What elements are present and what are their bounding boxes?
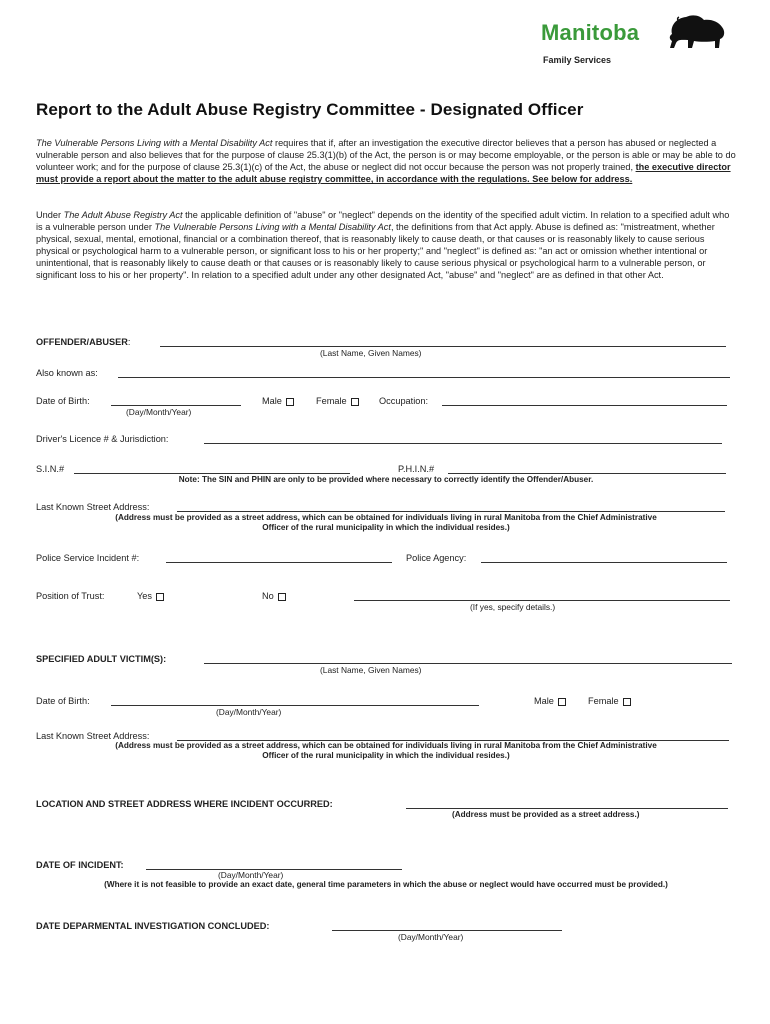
investigation-date-hint: (Day/Month/Year)	[398, 932, 464, 942]
offender-address-note-2: Officer of the rural municipality in which the individual resides.)	[262, 523, 510, 532]
location-field[interactable]	[406, 808, 728, 809]
offender-dob-field[interactable]	[111, 405, 241, 406]
position-details-field[interactable]	[354, 600, 730, 601]
bison-icon	[666, 12, 728, 52]
victim-dob-field[interactable]	[111, 705, 479, 706]
offender-male-checkbox[interactable]	[286, 398, 294, 406]
location-hint: (Address must be provided as a street address.)	[452, 810, 640, 819]
offender-phin-label: P.H.I.N.#	[398, 464, 435, 474]
offender-name-hint: (Last Name, Given Names)	[320, 348, 422, 358]
victim-address-note-1: (Address must be provided as a street address, which can be obtained for individuals living in rural Manitoba from the Chief Administrative	[115, 741, 657, 750]
incident-date-hint: (Day/Month/Year)	[218, 870, 284, 880]
victim-female-option[interactable]	[588, 696, 631, 706]
position-yes-checkbox[interactable]	[156, 593, 164, 601]
victim-dob-label: Date of Birth:	[36, 696, 90, 706]
investigation-label: DATE DEPARMENTAL INVESTIGATION CONCLUDED:	[36, 921, 270, 931]
offender-female-label: Female	[316, 396, 347, 406]
definition-act-name: The Adult Abuse Registry Act	[63, 210, 183, 220]
location-label: LOCATION AND STREET ADDRESS WHERE INCIDENT OCCURRED:	[36, 799, 333, 809]
definition-text-2: , the definitions from that Act apply. Abuse is defined as: "mistreatment, whether physical, sexual, mental, emotional, financial or a combination thereof, that is reasonably likely to cause death, or that causes or is reasonably likely to cause serious physical or psychological harm to a vulnerable person, or significant loss to his or her property;" and "neglect" is defined as: "an act or omission whether intentional or unintentional, that is reasonably likely to cause death or that causes or is reasonably likely to cause serious physical or psychological harm to a vulnerable person, or significant loss to his or her property". In relation to a specified adult under any other designated Act, "abuse" and "neglect" are as defined in that other Act.	[36, 222, 715, 281]
offender-female-option[interactable]	[316, 396, 359, 406]
definition-prefix: Under	[36, 210, 64, 220]
position-no-label: No	[262, 591, 274, 601]
intro-act-name: The Vulnerable Persons Living with a Mental Disability Act	[36, 138, 273, 148]
offender-label-group	[36, 337, 130, 347]
definition-text-1: the applicable definition of "abuse" or "neglect" depends on the identity of the specified adult victim. In relation to a specified adult who is a vulnerable person under	[36, 210, 730, 233]
incident-date-note: (Where it is not feasible to provide an exact date, general time parameters in which the abuse or neglect would have occurred must be provided.)	[104, 880, 668, 889]
offender-aka-field[interactable]	[118, 377, 730, 378]
position-yes-option[interactable]	[137, 591, 164, 601]
victim-label: SPECIFIED ADULT VICTIM(S):	[36, 654, 167, 664]
offender-label: OFFENDER/ABUSER	[36, 337, 128, 347]
victim-address-note-2: Officer of the rural municipality in which the individual resides.)	[262, 751, 510, 760]
incident-date-label: DATE OF INCIDENT:	[36, 860, 124, 870]
offender-address-label: Last Known Street Address:	[36, 502, 150, 512]
investigation-date-field[interactable]	[332, 930, 562, 931]
position-no-option[interactable]	[262, 591, 286, 601]
offender-aka-label: Also known as:	[36, 368, 98, 378]
offender-sin-label: S.I.N.#	[36, 464, 65, 474]
victim-male-checkbox[interactable]	[558, 698, 566, 706]
offender-dob-hint: (Day/Month/Year)	[126, 407, 192, 417]
intro-text: requires that if, after an investigation the executive director believes that a person has abused or neglected a vulnerable person and also believes that for the purpose of clause 25.3(1)(b) of the Act, the person is or may become employable, or the person is able or may be able to do volunteer work; and for the purpose of clause 25.3(1)(c) of the Act, the abuse or neglect did not occur because the person was not properly trained,	[36, 138, 736, 173]
page-title: Report to the Adult Abuse Registry Committee - Designated Officer	[36, 100, 584, 119]
victim-name-field[interactable]	[204, 663, 732, 664]
offender-name-field[interactable]	[160, 346, 726, 347]
offender-male-label: Male	[262, 396, 282, 406]
offender-sin-note: Note: The SIN and PHIN are only to be provided where necessary to correctly identify the Offender/Abuser.	[178, 475, 594, 484]
victim-dob-hint: (Day/Month/Year)	[216, 707, 282, 717]
victim-male-option[interactable]	[534, 696, 566, 706]
intro-paragraph	[36, 137, 736, 185]
offender-address-field[interactable]	[177, 511, 725, 512]
definition-paragraph	[36, 209, 736, 282]
position-yes-label: Yes	[137, 591, 152, 601]
definition-act-name-2: The Vulnerable Persons Living with a Mental Disability Act	[154, 222, 391, 233]
offender-licence-field[interactable]	[204, 443, 722, 444]
position-no-checkbox[interactable]	[278, 593, 286, 601]
offender-occupation-label: Occupation:	[379, 396, 429, 406]
position-details-hint: (If yes, specify details.)	[470, 602, 556, 612]
offender-dob-label: Date of Birth:	[36, 396, 90, 406]
offender-phin-field[interactable]	[448, 473, 726, 474]
offender-sin-field[interactable]	[74, 473, 350, 474]
offender-licence-label: Driver's Licence # & Jurisdiction:	[36, 434, 169, 444]
police-incident-label: Police Service Incident #:	[36, 553, 140, 563]
offender-female-checkbox[interactable]	[351, 398, 359, 406]
victim-female-checkbox[interactable]	[623, 698, 631, 706]
department-name: Family Services	[543, 55, 612, 65]
victim-female-label: Female	[588, 696, 619, 706]
police-agency-label: Police Agency:	[406, 553, 467, 563]
victim-name-hint: (Last Name, Given Names)	[320, 665, 422, 675]
position-of-trust-label: Position of Trust:	[36, 591, 105, 601]
police-agency-field[interactable]	[481, 562, 727, 563]
offender-occupation-field[interactable]	[442, 405, 727, 406]
offender-male-option[interactable]	[262, 396, 294, 406]
offender-colon: :	[127, 337, 131, 347]
offender-address-note-1: (Address must be provided as a street address, which can be obtained for individuals living in rural Manitoba from the Chief Administrative	[115, 513, 657, 522]
intro-emphasis: the executive director must provide a report about the matter to the adult abuse registry committee, in accordance with the regulations. See below for address.	[36, 162, 731, 185]
police-incident-field[interactable]	[166, 562, 392, 563]
victim-address-label: Last Known Street Address:	[36, 731, 150, 741]
manitoba-logo-text: Manitoba	[541, 20, 640, 45]
victim-male-label: Male	[534, 696, 554, 706]
